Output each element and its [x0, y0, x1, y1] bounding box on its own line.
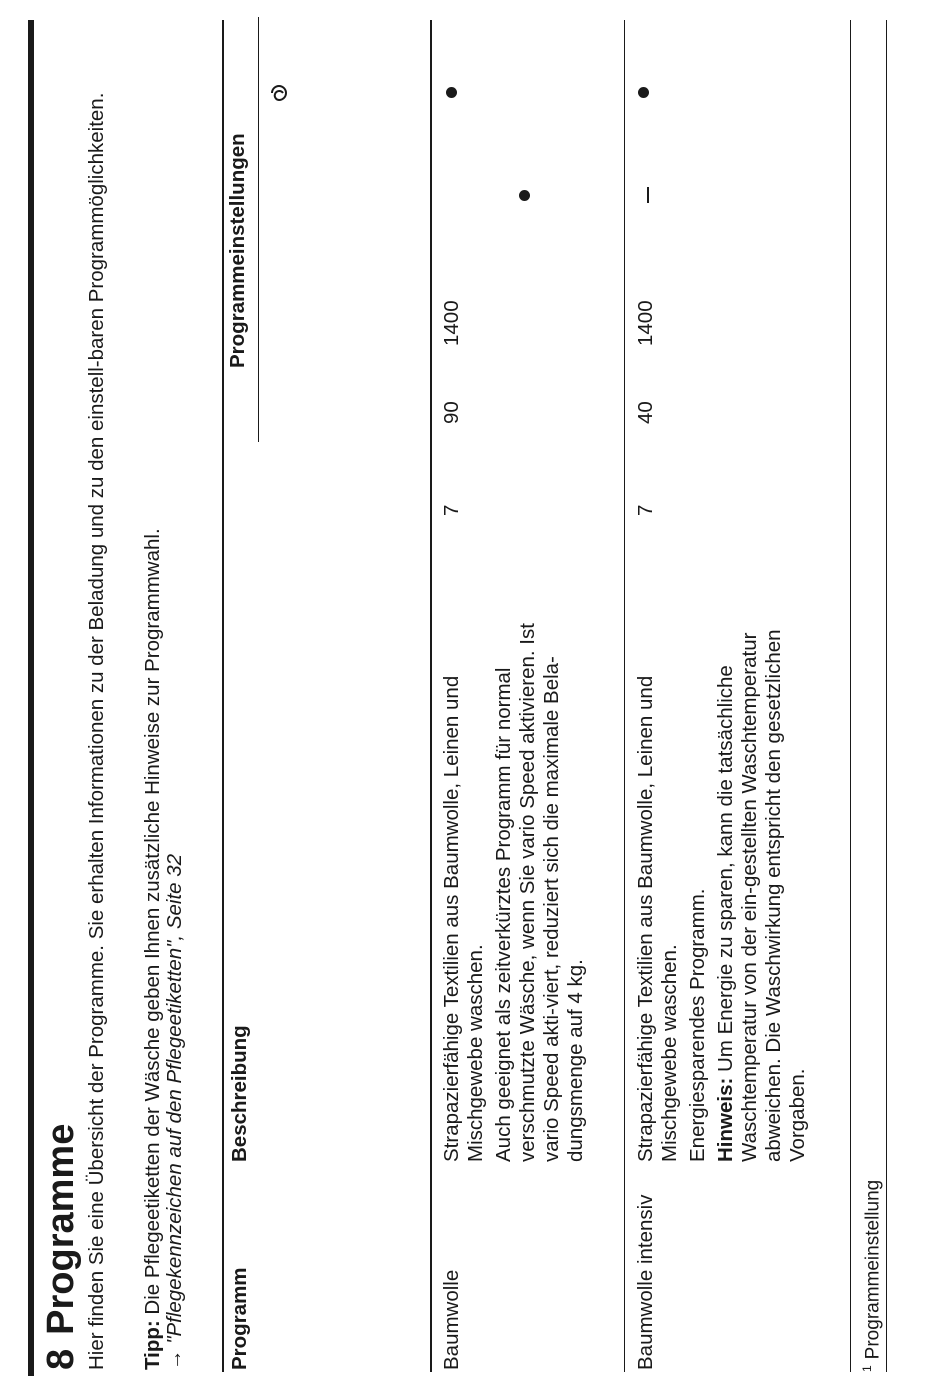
- row2-spin-speed: 1400: [634, 300, 657, 346]
- row2-program: Baumwolle intensiv: [634, 1194, 657, 1370]
- footnote-mark: 1: [860, 1365, 874, 1372]
- row-separator: [624, 20, 625, 1372]
- header-program: Programm: [228, 1267, 251, 1370]
- row1-description-line: Auch geeignet als zeitverkürztes Programm für normal verschmutzte Wäsche, wenn Sie vario Speed aktivieren. Ist vario Speed akti-viert, reduziert sich die maximale Bela-dungsmenge auf 4 kg.: [492, 623, 587, 1162]
- row1-description: [440, 602, 588, 1162]
- row1-program: Baumwolle: [440, 1269, 463, 1370]
- header-settings: Programmeinstellungen: [226, 133, 249, 368]
- table-top-rule: [222, 20, 224, 1372]
- row2-option-a-dash: [647, 187, 649, 203]
- row2-description: [634, 602, 810, 1162]
- tip-paragraph: [142, 70, 186, 1370]
- row2-temperature: 40: [634, 401, 657, 424]
- row2-load: 7: [634, 504, 657, 516]
- section-number: 8: [40, 1348, 82, 1370]
- section-title: Programme: [40, 1123, 82, 1335]
- row1-option-b-dot: [446, 87, 457, 98]
- tip-label: Tipp:: [141, 1320, 164, 1370]
- row1-option-a-dot: [519, 190, 530, 201]
- header-description: Beschreibung: [228, 1025, 251, 1162]
- row2-description-line: Strapazierfähige Textilien aus Baumwolle, Leinen und Mischgewebe waschen.: [634, 675, 681, 1162]
- row2-note: [714, 602, 810, 1162]
- header-bottom-rule: [430, 20, 432, 1372]
- tip-text: Die Pflegeetiketten der Wäsche geben Ihnen zusätzliche Hinweise zur Programmwahl.: [141, 528, 164, 1315]
- row1-temperature: 90: [440, 401, 463, 424]
- row2-note-label: Hinweis:: [714, 1077, 737, 1162]
- page-bottom-rule: [886, 20, 887, 1372]
- row2-description-line: Energiesparendes Programm.: [686, 888, 709, 1162]
- tip-page: , Seite 32: [163, 853, 186, 941]
- intro-text: Hier finden Sie eine Übersicht der Programme. Sie erhalten Informationen zu der Beladung und zu den einstell-baren Programmöglichkeiten.: [85, 92, 108, 1370]
- section-bar: [28, 20, 34, 1376]
- footnote-rule: [850, 20, 851, 1372]
- row2-option-b-dot: [638, 87, 649, 98]
- tip-reference-link[interactable]: "Pflegekennzeichen auf den Pflegeetiketten": [163, 940, 186, 1344]
- row2-note-text: Um Energie zu sparen, kann die tatsächliche Waschtemperatur von der ein-gestellten Waschtemperatur abweichen. Die Waschwirkung entspricht den gesetzlichen Vorgaben.: [714, 629, 809, 1162]
- footnote: [860, 1180, 884, 1372]
- settings-header-rule: [258, 17, 259, 442]
- row1-spin-speed: 1400: [440, 300, 463, 346]
- footnote-text: Programmeinstellung: [862, 1179, 884, 1360]
- page-title: [40, 1124, 83, 1370]
- spin-icon: [264, 78, 294, 108]
- row1-description-line: Strapazierfähige Textilien aus Baumwolle, Leinen und Mischgewebe waschen.: [440, 675, 487, 1162]
- arrow-icon: →: [163, 1349, 186, 1370]
- row1-load: 7: [440, 504, 463, 516]
